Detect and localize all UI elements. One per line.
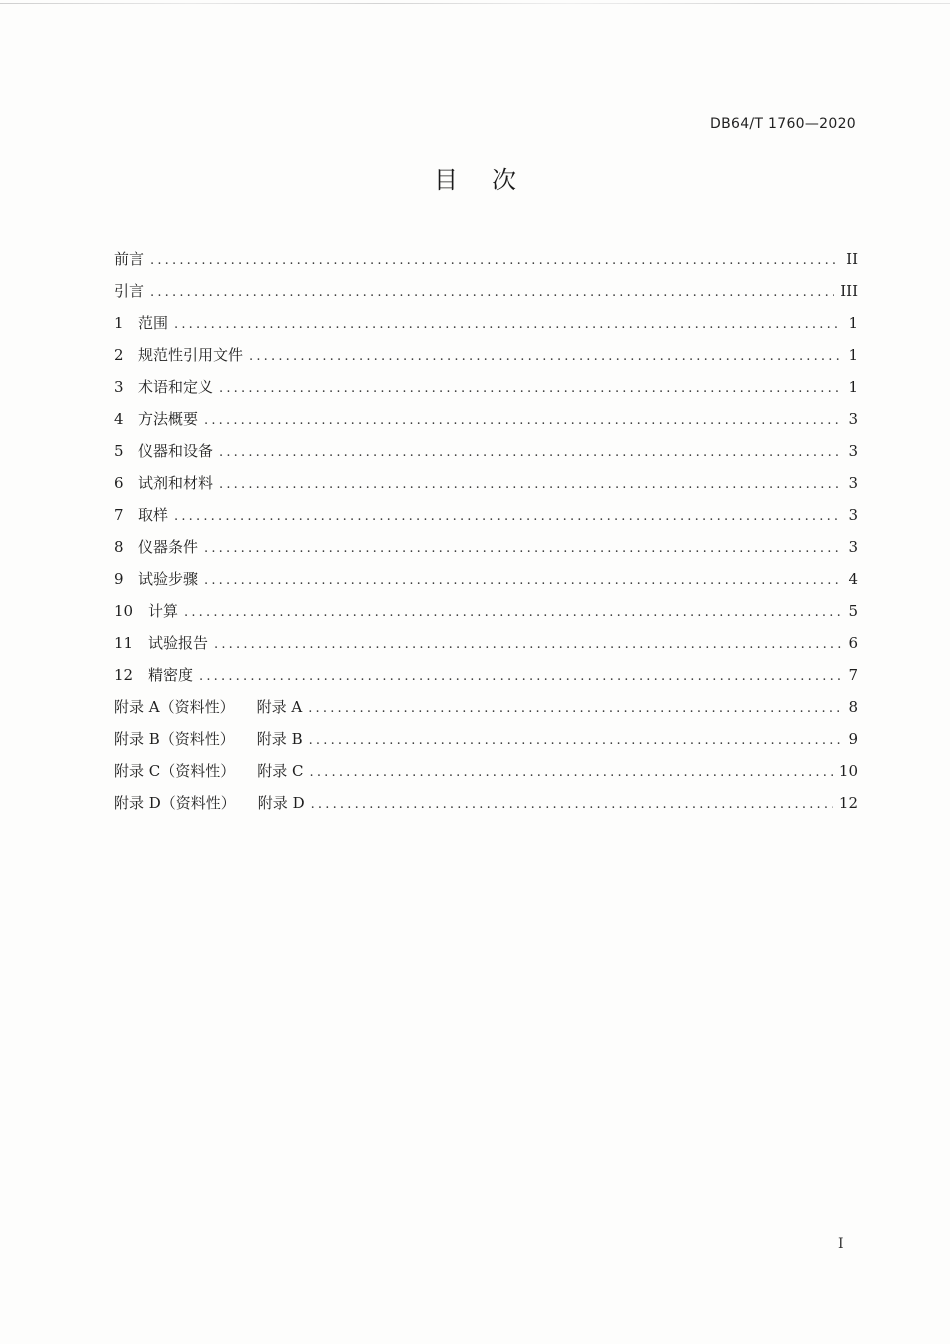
toc-entry-label: 引言 bbox=[114, 282, 145, 300]
toc-dot-leader bbox=[150, 280, 834, 306]
toc-dot-leader bbox=[150, 248, 840, 274]
toc-entry-text: 精密度 bbox=[148, 666, 194, 684]
toc-entry-text: 仪器和设备 bbox=[138, 442, 214, 460]
toc-entry-annex-d[interactable] bbox=[114, 790, 858, 822]
toc-entry-label: 前言 bbox=[114, 250, 145, 268]
toc-entry-5[interactable] bbox=[114, 438, 858, 470]
toc-entry-11[interactable] bbox=[114, 630, 858, 662]
toc-entry-number: 12 bbox=[114, 666, 134, 684]
toc-entry-number: 9 bbox=[114, 570, 124, 588]
toc-entry-label bbox=[114, 534, 198, 560]
toc-dot-leader bbox=[214, 632, 842, 658]
annex-title: 附录 B bbox=[256, 730, 303, 748]
annex-title: 附录 A bbox=[256, 698, 303, 716]
toc-entry-page: 1 bbox=[848, 378, 858, 396]
toc-entry-text: 术语和定义 bbox=[138, 378, 214, 396]
toc-entry-text: 方法概要 bbox=[138, 410, 199, 428]
annex-type: 附录 A（资料性） bbox=[114, 698, 235, 716]
toc-entry-page: 3 bbox=[848, 410, 858, 428]
standard-code: DB64/T 1760—2020 bbox=[710, 116, 856, 132]
toc-dot-leader bbox=[204, 408, 842, 434]
toc-entry-number: 8 bbox=[114, 538, 124, 556]
toc-entry-number: 5 bbox=[114, 442, 124, 460]
toc-entry-number: 4 bbox=[114, 410, 124, 428]
toc-entry-text: 范围 bbox=[138, 314, 169, 332]
toc-entry-page: II bbox=[846, 250, 858, 268]
toc-entry-annex-b[interactable] bbox=[114, 726, 858, 758]
toc-entry-label bbox=[114, 694, 302, 720]
toc-entry-text: 仪器条件 bbox=[138, 538, 199, 556]
toc-title: 目次 bbox=[434, 166, 550, 194]
toc-dot-leader bbox=[174, 312, 842, 338]
toc-entry-label bbox=[114, 566, 198, 592]
toc-dot-leader bbox=[309, 728, 842, 754]
toc-entry-number: 6 bbox=[114, 474, 124, 492]
toc-entry-number: 10 bbox=[114, 602, 134, 620]
toc-entry-label bbox=[114, 374, 213, 400]
toc-entry-annex-c[interactable] bbox=[114, 758, 858, 790]
toc-entry-page: 1 bbox=[848, 346, 858, 364]
annex-title: 附录 D bbox=[257, 794, 305, 812]
toc-entry-page: 9 bbox=[848, 730, 858, 748]
toc-entry-label bbox=[114, 438, 213, 464]
toc-entry-label bbox=[114, 662, 193, 688]
annex-type: 附录 D（资料性） bbox=[114, 794, 236, 812]
toc-entry-page: 10 bbox=[838, 762, 858, 780]
toc-entry-page: 3 bbox=[848, 538, 858, 556]
toc-entry-12[interactable] bbox=[114, 662, 858, 694]
toc-entry-foreword[interactable] bbox=[114, 246, 858, 278]
toc-entry-text: 试验步骤 bbox=[138, 570, 199, 588]
annex-type: 附录 C（资料性） bbox=[114, 762, 236, 780]
scan-edge-line bbox=[0, 3, 950, 4]
annex-type: 附录 B（资料性） bbox=[114, 730, 235, 748]
toc-entry-page: 1 bbox=[848, 314, 858, 332]
toc-entry-page: 3 bbox=[848, 506, 858, 524]
toc-entry-page: 3 bbox=[848, 442, 858, 460]
toc-dot-leader bbox=[249, 344, 842, 370]
toc-entry-text: 计算 bbox=[148, 602, 179, 620]
toc-entry-page: 6 bbox=[848, 634, 858, 652]
toc-entry-1[interactable] bbox=[114, 310, 858, 342]
toc-entry-text: 取样 bbox=[138, 506, 169, 524]
toc-entry-label bbox=[114, 630, 208, 656]
toc-dot-leader bbox=[311, 792, 833, 818]
toc-entry-label bbox=[114, 470, 213, 496]
toc-dot-leader bbox=[174, 504, 842, 530]
toc-entry-number: 7 bbox=[114, 506, 124, 524]
toc-entry-text: 试剂和材料 bbox=[138, 474, 214, 492]
toc-entry-6[interactable] bbox=[114, 470, 858, 502]
toc-entry-number: 2 bbox=[114, 346, 124, 364]
toc-entry-9[interactable] bbox=[114, 566, 858, 598]
toc-entry-text: 试验报告 bbox=[148, 634, 209, 652]
toc-dot-leader bbox=[199, 664, 842, 690]
toc-dot-leader bbox=[308, 696, 842, 722]
annex-title: 附录 C bbox=[257, 762, 304, 780]
toc-entry-page: III bbox=[840, 282, 858, 300]
table-of-contents bbox=[114, 246, 858, 822]
toc-entry-page: 4 bbox=[848, 570, 858, 588]
toc-entry-annex-a[interactable] bbox=[114, 694, 858, 726]
toc-entry-10[interactable] bbox=[114, 598, 858, 630]
toc-entry-3[interactable] bbox=[114, 374, 858, 406]
toc-dot-leader bbox=[204, 536, 842, 562]
toc-dot-leader bbox=[219, 472, 842, 498]
toc-entry-introduction[interactable] bbox=[114, 278, 858, 310]
toc-entry-page: 3 bbox=[848, 474, 858, 492]
toc-entry-label bbox=[114, 342, 243, 368]
toc-dot-leader bbox=[219, 440, 842, 466]
toc-entry-page: 7 bbox=[848, 666, 858, 684]
toc-entry-label bbox=[114, 310, 168, 336]
page-number: I bbox=[838, 1236, 844, 1252]
toc-entry-label bbox=[114, 502, 168, 528]
toc-entry-label bbox=[114, 758, 304, 784]
toc-entry-page: 5 bbox=[848, 602, 858, 620]
toc-entry-number: 3 bbox=[114, 378, 124, 396]
toc-entry-4[interactable] bbox=[114, 406, 858, 438]
toc-dot-leader bbox=[310, 760, 833, 786]
toc-entry-7[interactable] bbox=[114, 502, 858, 534]
toc-entry-label bbox=[114, 726, 303, 752]
toc-dot-leader bbox=[184, 600, 842, 626]
toc-entry-page: 12 bbox=[838, 794, 858, 812]
toc-entry-2[interactable] bbox=[114, 342, 858, 374]
toc-dot-leader bbox=[204, 568, 842, 594]
toc-entry-text: 规范性引用文件 bbox=[138, 346, 244, 364]
toc-entry-page: 8 bbox=[848, 698, 858, 716]
toc-entry-number: 11 bbox=[114, 634, 134, 652]
toc-entry-label bbox=[114, 598, 178, 624]
toc-entry-label bbox=[114, 406, 198, 432]
toc-entry-number: 1 bbox=[114, 314, 124, 332]
toc-dot-leader bbox=[219, 376, 842, 402]
toc-entry-label bbox=[114, 790, 305, 816]
toc-entry-8[interactable] bbox=[114, 534, 858, 566]
